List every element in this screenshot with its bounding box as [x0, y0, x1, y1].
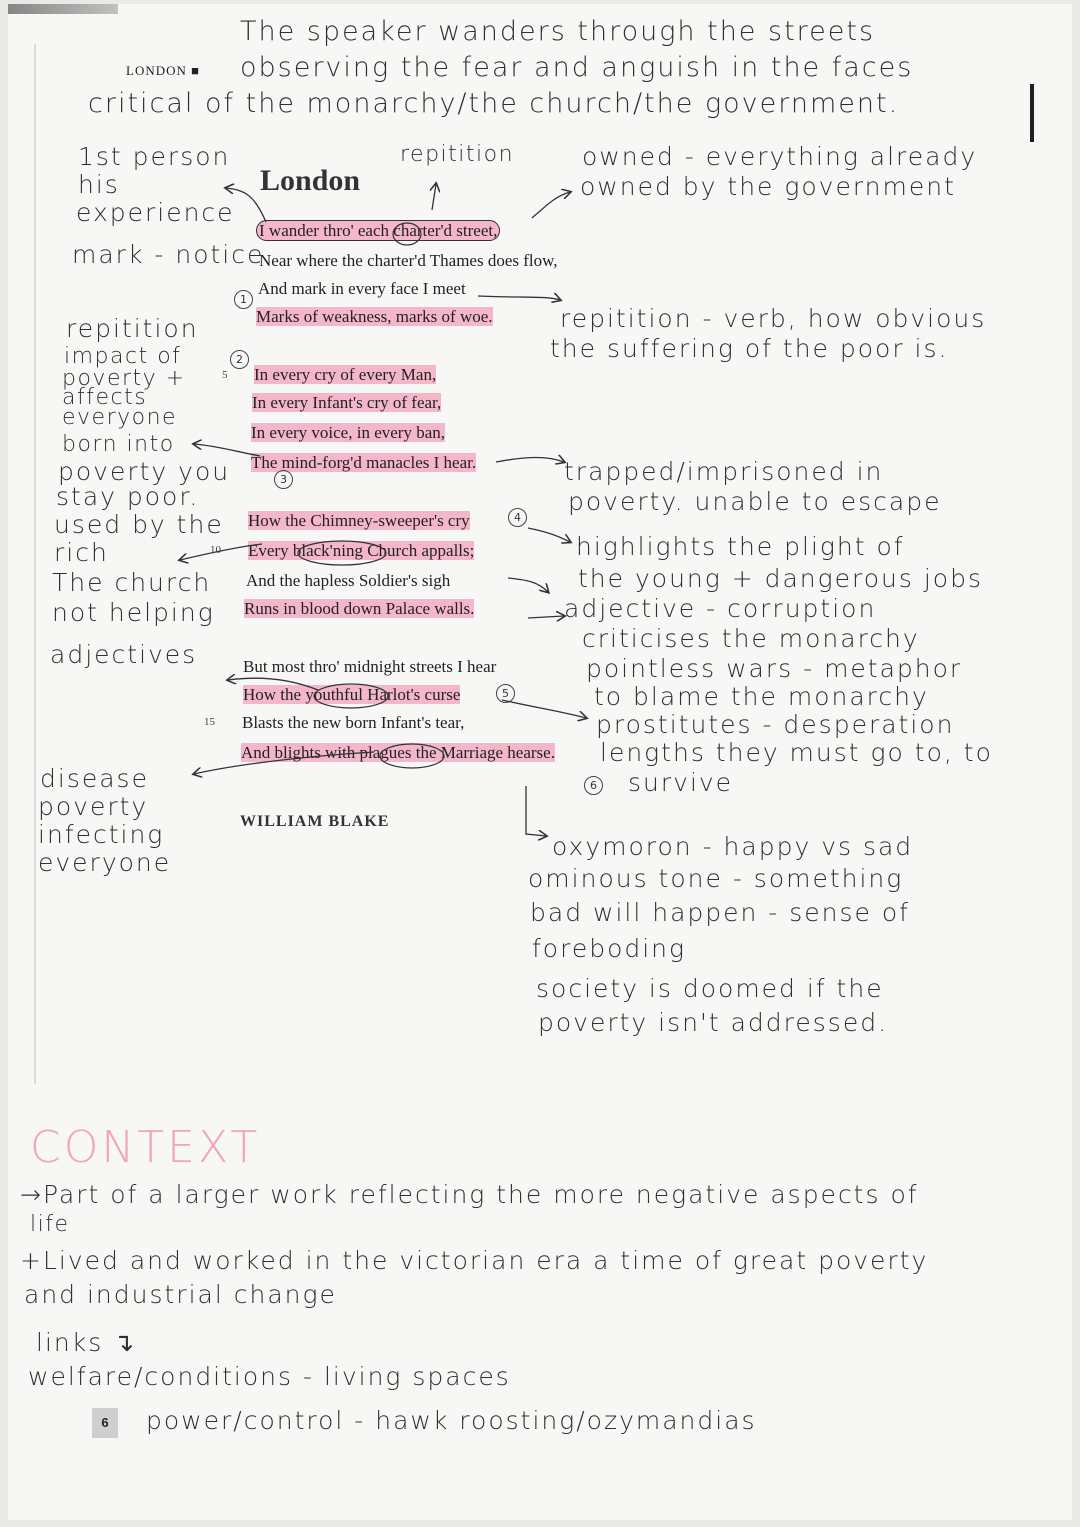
- arrow-palace: [528, 616, 564, 618]
- poet-name: WILLIAM BLAKE: [240, 813, 390, 830]
- note-trapped-2: poverty. unable to escape: [568, 487, 942, 516]
- poem-line-10: Every black'ning Church appalls;: [248, 541, 475, 560]
- note-prostitutes-2: lengths they must go to, to: [600, 738, 993, 767]
- note-impact: impact of: [64, 344, 182, 369]
- note-mark-notice: mark - notice: [72, 240, 265, 269]
- marker-2: 2: [230, 350, 249, 369]
- arrow-first-person: [226, 188, 266, 222]
- note-wars-2: to blame the monarchy: [594, 682, 929, 711]
- circle-blackning: [298, 541, 386, 565]
- circle-youthful: [314, 684, 388, 708]
- note-disease-3: infecting: [38, 820, 165, 849]
- context-point-2: +Lived and worked in the victorian era a time of great poverty: [20, 1246, 929, 1275]
- arrow-trapped: [496, 458, 564, 463]
- note-oxymoron-5: society is doomed if the: [536, 974, 884, 1003]
- arrow-mark: [478, 296, 560, 300]
- note-prostitutes-1: prostitutes - desperation: [596, 710, 955, 739]
- marker-3: 3: [274, 470, 293, 489]
- poem-line-9: How the Chimney-sweeper's cry: [248, 511, 470, 530]
- note-first-person-2: his: [78, 170, 120, 199]
- note-oxymoron-3: bad will happen - sense of: [530, 898, 910, 927]
- summary-note-3: critical of the monarchy/the church/the government.: [88, 88, 900, 119]
- running-header: LONDON ■: [126, 63, 200, 78]
- arrow-church: [180, 544, 262, 560]
- arrow-soldier: [508, 578, 548, 592]
- context-point-1-cont: life: [30, 1212, 70, 1237]
- note-oxymoron-1: oxymoron - happy vs sad: [552, 832, 914, 861]
- arrow-youthful: [228, 678, 318, 690]
- note-oxymoron-6: poverty isn't addressed.: [538, 1008, 889, 1037]
- note-mark-repitition-2: the suffering of the poor is.: [550, 334, 949, 363]
- arrow-repitition: [432, 184, 436, 210]
- circle-each: [393, 223, 421, 245]
- marker-5: 5: [496, 684, 515, 703]
- note-chimney-2: the young + dangerous jobs: [578, 564, 983, 593]
- context-point-1: →Part of a larger work reflecting the more negative aspects of: [20, 1180, 919, 1209]
- poem-line-13: But most thro' midnight streets I hear: [243, 657, 497, 676]
- poem-line-7: In every voice, in every ban,: [251, 423, 445, 442]
- note-born-into: born into: [62, 432, 175, 457]
- context-point-2-cont: and industrial change: [24, 1280, 337, 1309]
- line-number-5: 5: [222, 369, 228, 381]
- note-oxymoron-4: foreboding: [532, 934, 687, 963]
- poem-line-16: And blights with plagues the Marriage hearse.: [241, 743, 555, 762]
- arrow-plagues: [194, 752, 374, 774]
- note-first-person-1: 1st person: [78, 142, 231, 171]
- note-repitition-top: repitition: [400, 142, 515, 167]
- poem-line-2: Near where the charter'd Thames does flow,: [259, 251, 558, 270]
- poem-line-8: The mind-forg'd manacles I hear.: [251, 453, 477, 472]
- line-number-15: 15: [204, 716, 215, 728]
- poem-line-6: In every Infant's cry of fear,: [252, 393, 442, 412]
- note-trapped-1: trapped/imprisoned in: [564, 457, 884, 486]
- note-monarchy: criticises the monarchy: [582, 624, 920, 653]
- links-label: links ↴: [36, 1328, 137, 1357]
- note-used-by-rich-1: used by the: [54, 510, 224, 539]
- context-heading: CONTEXT: [30, 1122, 261, 1173]
- poem-line-12: Runs in blood down Palace walls.: [244, 599, 475, 618]
- note-prostitutes-3: survive: [628, 768, 734, 797]
- note-everyone: everyone: [62, 405, 178, 430]
- arrow-hearse: [526, 786, 546, 836]
- poem-line-4: Marks of weakness, marks of woe.: [256, 307, 493, 326]
- summary-note-1: The speaker wanders through the streets: [240, 16, 876, 47]
- marker-1: 1: [234, 290, 253, 309]
- note-adjectives: adjectives: [50, 640, 198, 669]
- note-poverty-plus: poverty +: [62, 366, 186, 391]
- note-wars-1: pointless wars - metaphor: [586, 654, 963, 683]
- note-affects: affects: [62, 385, 148, 410]
- note-used-by-rich-2: rich: [54, 538, 109, 567]
- note-poverty-you: poverty you: [58, 457, 231, 486]
- poem-line-14: How the youthful Harlot's curse: [243, 685, 461, 704]
- note-disease-1: disease: [40, 764, 149, 793]
- poem-line-1: I wander thro' each charter'd street,: [256, 222, 500, 239]
- note-owned-1: owned - everything already: [582, 142, 978, 171]
- page-number: 6: [92, 1408, 118, 1438]
- note-mark-repitition-1: repitition - verb, how obvious: [560, 304, 987, 333]
- note-church-1: The church: [52, 568, 212, 597]
- note-church-adjective: adjective - corruption: [564, 594, 877, 623]
- note-stay-poor: stay poor.: [56, 482, 200, 511]
- poem-line-15: Blasts the new born Infant's tear,: [242, 713, 465, 732]
- summary-note-2: observing the fear and anguish in the faces: [240, 52, 914, 83]
- note-repitition-left: repitition: [66, 314, 199, 343]
- poem-line-5: In every cry of every Man,: [254, 365, 437, 384]
- circle-plagues: [380, 744, 444, 768]
- poem-title: London: [260, 164, 361, 197]
- line-number-10: 10: [210, 544, 221, 556]
- note-church-2: not helping: [52, 598, 215, 627]
- marker-6: 6: [584, 776, 603, 795]
- arrow-harlot: [502, 700, 586, 718]
- link-welfare: welfare/conditions - living spaces: [28, 1362, 511, 1391]
- arrow-owned: [532, 192, 570, 218]
- notebook-page: [8, 4, 1072, 1520]
- arrow-born-into: [194, 444, 260, 456]
- note-first-person-3: experience: [76, 198, 235, 227]
- arrow-chimney: [528, 528, 570, 542]
- poem-line-11: And the hapless Soldier's sigh: [246, 571, 451, 590]
- poem-line-3: And mark in every face I meet: [258, 279, 466, 298]
- annotation-arrows: [8, 4, 1072, 1520]
- note-chimney-1: highlights the plight of: [576, 532, 905, 561]
- note-disease-4: everyone: [38, 848, 172, 877]
- note-oxymoron-2: ominous tone - something: [528, 864, 904, 893]
- marker-4: 4: [508, 508, 527, 527]
- link-power: power/control - hawk roosting/ozymandias: [146, 1406, 757, 1435]
- note-owned-2: owned by the government: [580, 172, 956, 201]
- note-disease-2: poverty: [38, 792, 149, 821]
